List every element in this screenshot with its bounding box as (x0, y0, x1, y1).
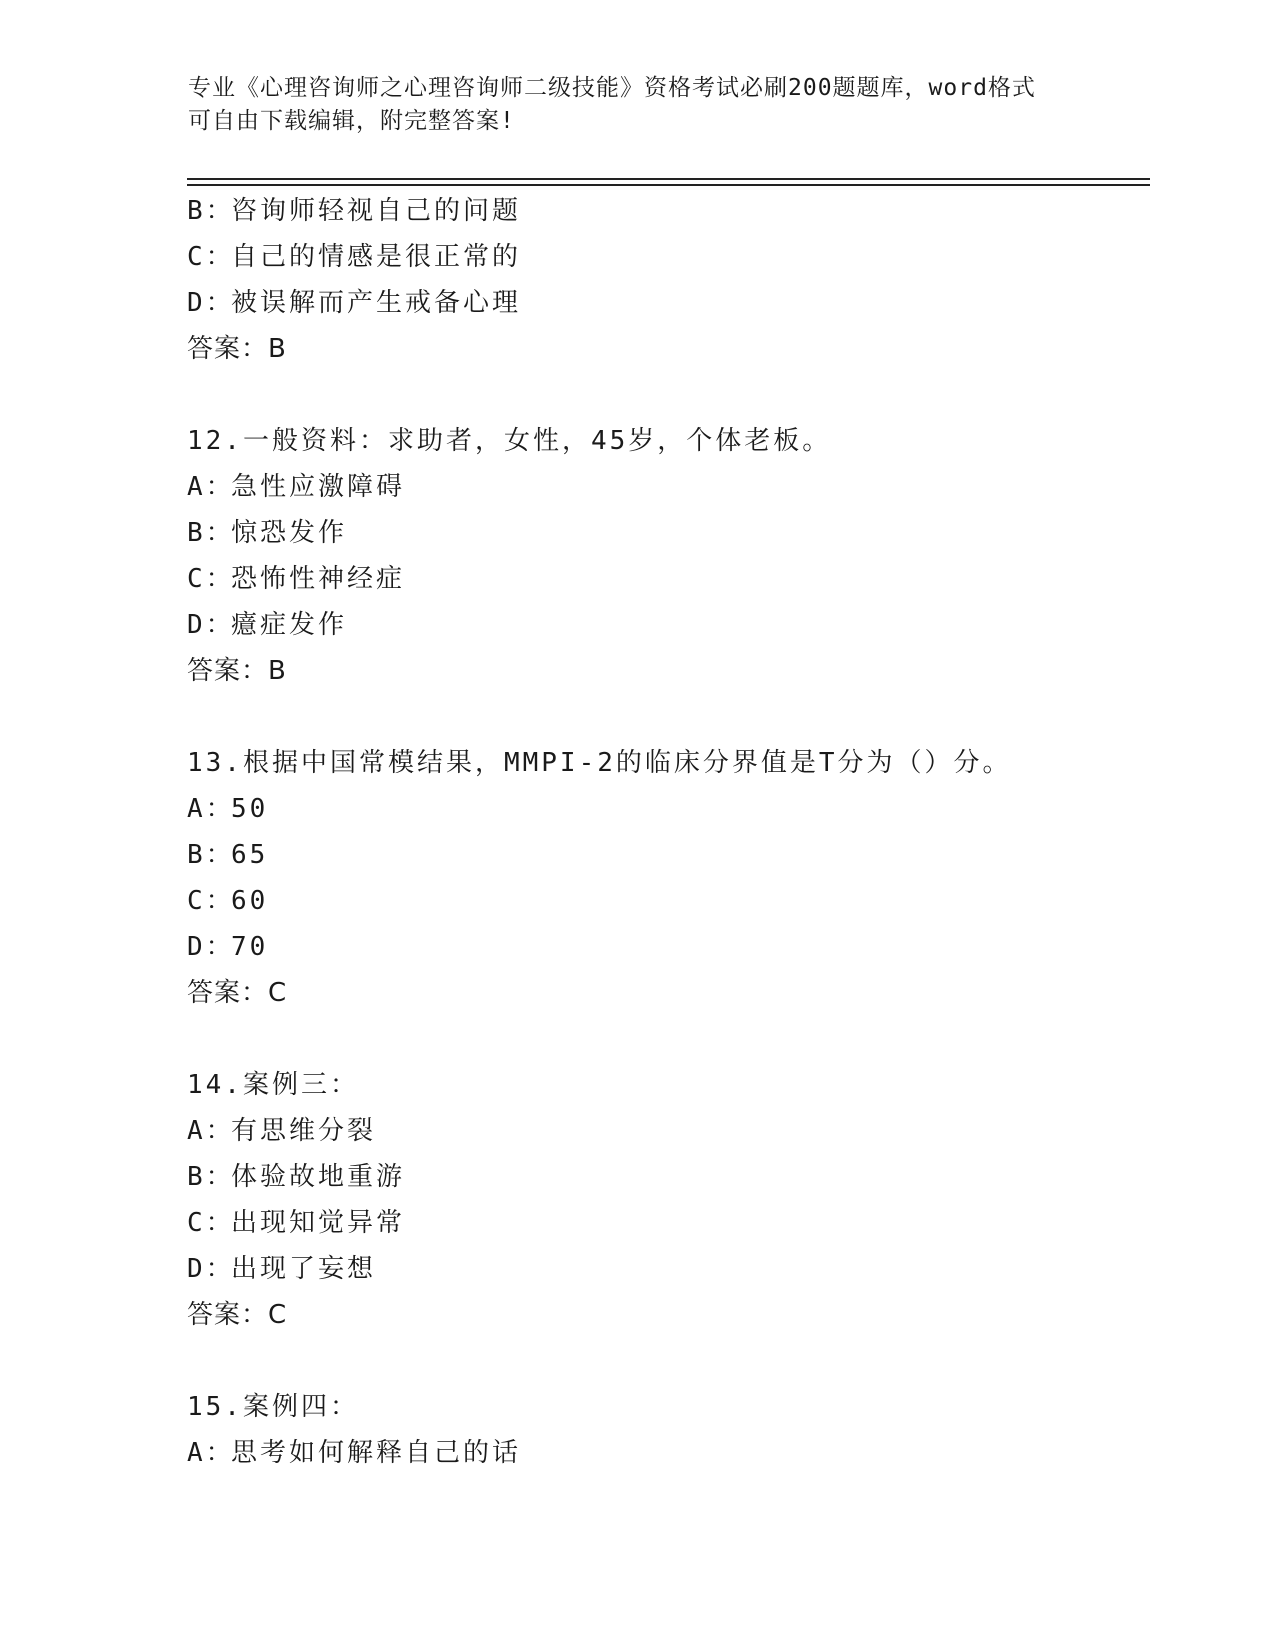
option-key: C： (187, 886, 235, 916)
option-text: 65 (231, 840, 269, 870)
option-text: 60 (231, 886, 269, 916)
answer-value: B (268, 334, 287, 364)
option-key: A： (187, 1438, 235, 1468)
option-key: A： (187, 472, 235, 502)
option-text: 惊恐发作 (231, 518, 348, 548)
header-line-2: 可自由下载编辑，附完整答案! (188, 108, 515, 134)
answer-label: 答案： (187, 334, 269, 364)
option-key: A： (187, 1116, 235, 1146)
option-row (187, 464, 1137, 510)
option-key: C： (187, 1208, 235, 1238)
option-text: 癔症发作 (231, 610, 348, 640)
answer-row (187, 648, 1137, 694)
option-key: C： (187, 242, 235, 272)
option-row (187, 188, 1137, 234)
option-row (187, 280, 1137, 326)
option-text: 出现了妄想 (231, 1254, 377, 1284)
option-text: 急性应激障碍 (231, 472, 406, 502)
document-header (188, 72, 1088, 138)
option-text: 自己的情感是很正常的 (231, 242, 522, 272)
answer-row (187, 1292, 1137, 1338)
option-key: B： (187, 1162, 235, 1192)
header-divider-top (187, 178, 1150, 180)
option-text: 被误解而产生戒备心理 (231, 288, 522, 318)
answer-label: 答案： (187, 978, 269, 1008)
answer-row (187, 326, 1137, 372)
question-stem: 15.案例四： (187, 1392, 359, 1422)
option-row (187, 510, 1137, 556)
option-row (187, 1154, 1137, 1200)
option-key: D： (187, 932, 235, 962)
question-list (187, 188, 1137, 1476)
answer-value: C (268, 978, 288, 1008)
question-stem: 12.一般资料：求助者，女性，45岁，个体老板。 (187, 426, 832, 456)
answer-label: 答案： (187, 656, 269, 686)
option-row (187, 1430, 1137, 1476)
option-text: 咨询师轻视自己的问题 (231, 196, 522, 226)
option-key: A： (187, 794, 235, 824)
header-line-1: 专业《心理咨询师之心理咨询师二级技能》资格考试必刷200题题库，word格式 (188, 75, 1036, 101)
option-key: C： (187, 564, 235, 594)
answer-value: B (268, 656, 287, 686)
option-text: 思考如何解释自己的话 (231, 1438, 522, 1468)
option-text: 出现知觉异常 (231, 1208, 406, 1238)
answer-label: 答案： (187, 1300, 269, 1330)
question-stem: 14.案例三： (187, 1070, 359, 1100)
option-row (187, 234, 1137, 280)
option-row (187, 832, 1137, 878)
option-row (187, 878, 1137, 924)
option-key: D： (187, 1254, 235, 1284)
option-text: 有思维分裂 (231, 1116, 377, 1146)
option-text: 体验故地重游 (231, 1162, 406, 1192)
option-row (187, 602, 1137, 648)
option-text: 70 (231, 932, 269, 962)
option-key: B： (187, 196, 235, 226)
option-key: D： (187, 288, 235, 318)
option-key: B： (187, 840, 235, 870)
option-row (187, 1108, 1137, 1154)
option-key: B： (187, 518, 235, 548)
option-key: D： (187, 610, 235, 640)
question-stem: 13.根据中国常模结果，MMPI-2的临床分界值是T分为（）分。 (187, 748, 1012, 778)
option-row (187, 1246, 1137, 1292)
option-row (187, 786, 1137, 832)
answer-row (187, 970, 1137, 1016)
option-row (187, 1200, 1137, 1246)
option-row (187, 556, 1137, 602)
option-text: 50 (231, 794, 269, 824)
option-row (187, 924, 1137, 970)
header-divider-bottom (187, 184, 1150, 186)
answer-value: C (268, 1300, 288, 1330)
option-text: 恐怖性神经症 (231, 564, 406, 594)
